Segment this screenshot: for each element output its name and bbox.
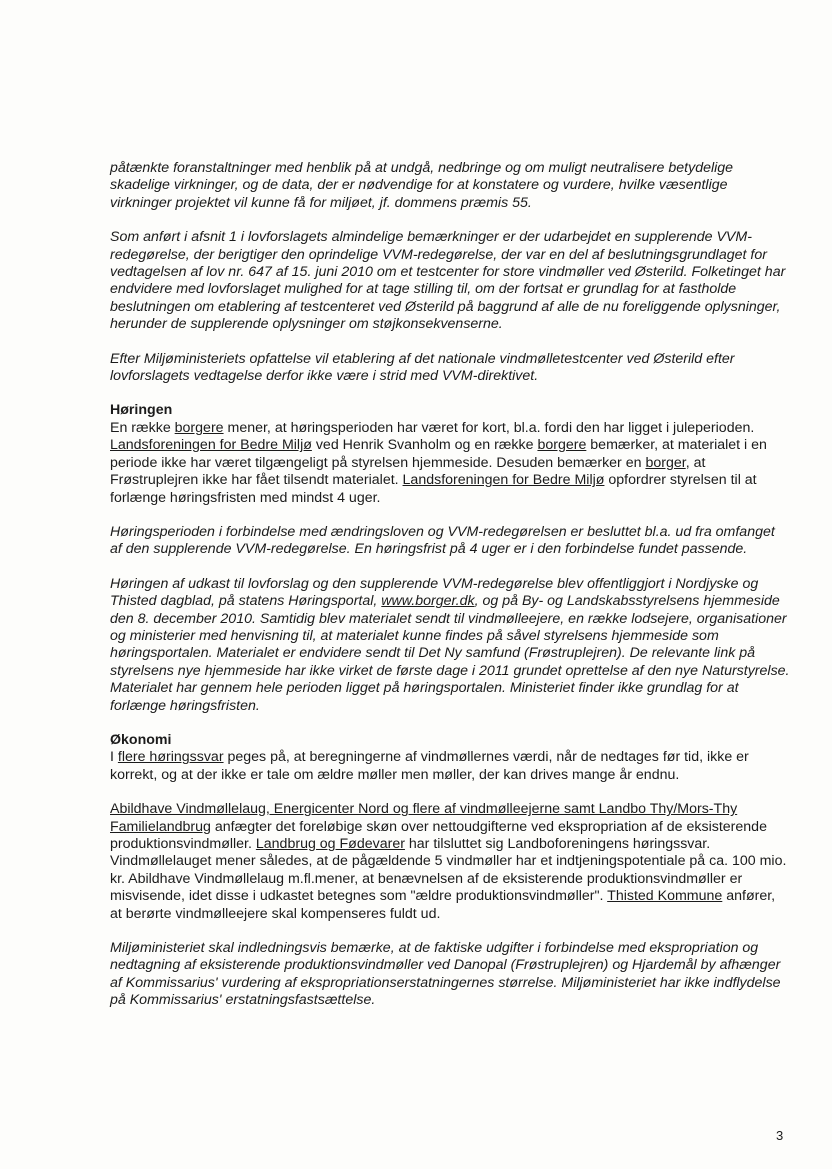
paragraph-kommissarius: Miljøministeriet skal indledningsvis bemærke, at de faktiske udgifter i forbindelse med ekspropriation og nedtagning af eksisterende produktionsvindmøller ved Danopal (Frøstruplejren) og Hjardemål by afhænger af Kommissarius' vurdering af ekspropriationserstatningernes størrelse. Miljøministeriet har ikke indflydelse på Kommissarius' erstatningsfastsættelse.	[110, 940, 781, 1009]
text-run: , at Frøstruplejren ikke har fået tilsendt materialet.	[110, 454, 706, 489]
paragraph-horing-offentliggjort	[110, 576, 790, 715]
text-run: har tilsluttet sig Landboforeningens høringssvar. Vindmøllelauget mener således, at de pågældende 5 vindmøller har et indtjeningspotentiale på ca. 100 mio. kr. Abildhave Vindmøllelaug m.fl.mener, at benævnelsen af de eksisterende produktionsvindmøller er misvisende, idet disse i udkastet betegnes som "ældre produktionsvindmøller".	[110, 836, 787, 905]
paragraph-vvm-data: påtænkte foranstaltninger med henblik på at undgå, nedbringe og om muligt neutralisere betydelige skadelige virkninger, og de data, der er nødvendige for at konstatere og vurdere, hvilke væsentlige virkninger projektet vil kunne få for miljøet, jf. dommens præmis 55.	[110, 160, 734, 211]
paragraph-abildhave-vindmollelaug	[110, 801, 790, 923]
paragraph-horingsperiode-svar: Høringsperioden i forbindelse med ændringsloven og VVM-redegørelsen er besluttet bl.a. ud fra omfanget af den supplerende VVM-redegørelse. En høringsfrist på 4 uger er i den forbindelse fundet passende.	[110, 523, 775, 558]
link-landsforeningen-bedre-miljo[interactable]: Landsforeningen for Bedre Miljø	[110, 437, 312, 454]
paragraph-ministeriets-opfattelse: Efter Miljøministeriets opfattelse vil etablering af det nationale vindmølletestcenter ved Østerild efter lovforslagets vedtagelse derfor ikke være i strid med VVM-direktivet.	[110, 350, 735, 385]
link-abildhave-energicenter-landbo[interactable]: Abildhave Vindmøllelaug, Energicenter Nord og flere af vindmølleejerne samt Landbo Thy/Mors-Thy Familielandbrug	[110, 801, 738, 835]
link-thisted-kommune[interactable]: Thisted Kommune	[607, 888, 723, 905]
text-run: anfører, at berørte vindmølleejere skal kompenseres fuldt ud.	[110, 888, 776, 922]
link-landsforeningen-bedre-miljo-2[interactable]: Landsforeningen for Bedre Miljø	[402, 472, 605, 489]
link-borgere[interactable]: borgere	[174, 419, 224, 436]
paragraph-beregninger-kritik	[110, 749, 790, 784]
link-borger[interactable]: borger	[645, 454, 686, 471]
page-body	[110, 160, 790, 1027]
text-run: En række	[110, 419, 175, 436]
text-run: peges på, at beregningerne af vindmøllernes værdi, når de nedtages før tid, ikke er korrekt, og at der ikke er tale om ældre møller men møller, der kan drives mange år endnu.	[110, 749, 749, 783]
link-borger-dk[interactable]: www.borger.dk	[381, 593, 475, 610]
text-run: bemærker, at materialet i en periode ikke har været tilgængeligt på styrelsen hjemmeside. Desuden bemærker en	[110, 437, 767, 471]
heading-horingen: Høringen	[110, 402, 173, 419]
text-run: anfægter det foreløbige skøn over nettoudgifterne ved ekspropriation af de eksisterende produktionsvindmøller.	[110, 818, 767, 852]
text-run: I	[110, 749, 118, 766]
page-number: 3	[776, 1128, 784, 1143]
text-run: Høringen af udkast til lovforslag og den supplerende VVM-redegørelse blev offentliggjort i Nordjyske og Thisted dagblad, på statens Høringsportal,	[110, 575, 759, 610]
text-run: ved Henrik Svanholm og en række	[311, 437, 538, 454]
paragraph-supplerende-vvm: Som anført i afsnit 1 i lovforslagets almindelige bemærkninger er der udarbejdet en supplerende VVM-redegørelse, der berigtiger den oprindelige VVM-redegørelse, der var en del af beslutningsgrundlaget for vedtagelsen af lov nr. 647 af 15. juni 2010 om et testcenter for store vindmøller ved Østerild. Folketinget har endvidere med lovforslaget mulighed for at tage stilling til, om der fortsat er grundlag for at fastholde beslutningen om etablering af testcenteret ved Østerild på baggrund af alle de nu foreliggende oplysninger, herunder de supplerende oplysninger om støjkonsekvenserne.	[110, 229, 786, 333]
link-landbrug-og-fodevarer[interactable]: Landbrug og Fødevarer	[255, 836, 405, 852]
heading-okonomi: Økonomi	[110, 731, 172, 748]
paragraph-horingsperiode-kritik	[110, 420, 790, 507]
link-borgere-2[interactable]: borgere	[537, 437, 587, 454]
text-run: , og på By- og Landskabsstyrelsens hjemmeside den 8. december 2010. Samtidig blev materialet sendt til vindmølleejere, en række lodsejere, organisationer og ministerier med henvisning til, at materialet kunne findes på såvel styrelsens hjemmeside som høringsportalen. Materialet er endvidere sendt til Det Ny samfund (Frøstruplejren). De relevante link på styrelsens nye hjemmeside har ikke virket de første dage i 2011 grundet oprettelse af den nye Naturstyrelse. Materialet har gennem hele perioden ligget på høringsportalen. Ministeriet finder ikke grundlag for at forlænge høringsfristen.	[110, 593, 790, 714]
text-run: opfordrer styrelsen til at forlænge høringsfristen med mindst 4 uger.	[110, 472, 757, 506]
text-run: mener, at høringsperioden har været for kort, bl.a. fordi den har ligget i juleperioden.	[223, 419, 755, 436]
link-flere-horingssvar[interactable]: flere høringssvar	[117, 749, 224, 766]
